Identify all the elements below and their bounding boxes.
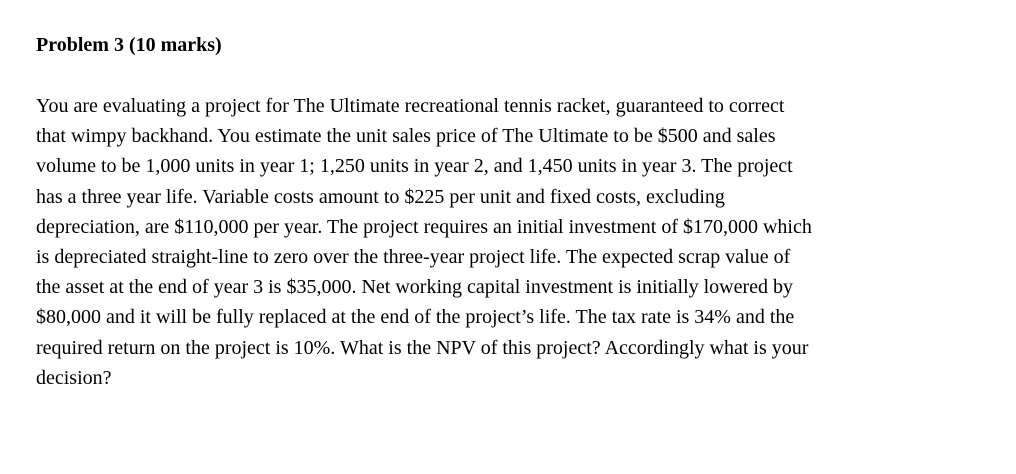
problem-line: that wimpy backhand. You estimate the unit sales price of The Ultimate to be $500 and sales [36, 125, 776, 148]
problem-line: required return on the project is 10%. What is the NPV of this project? Accordingly what is your [36, 336, 809, 359]
problem-title: Problem 3 (10 marks) [36, 34, 222, 56]
problem-line: has a three year life. Variable costs amount to $225 per unit and fixed costs, excluding [36, 185, 725, 208]
problem-line: $80,000 and it will be fully replaced at the end of the project’s life. The tax rate is 34% and the [36, 306, 795, 329]
problem-line: You are evaluating a project for The Ultimate recreational tennis racket, guaranteed to correct [36, 95, 785, 117]
problem-line: volume to be 1,000 units in year 1; 1,250 units in year 2, and 1,450 units in year 3. The project [36, 155, 793, 178]
problem-line: decision? [36, 366, 112, 389]
problem-statement [36, 91, 936, 393]
problem-line: the asset at the end of year 3 is $35,000. Net working capital investment is initially lowered by [36, 276, 794, 299]
problem-line: is depreciated straight-line to zero over the three-year project life. The expected scrap value of [36, 246, 791, 269]
problem-line: depreciation, are $110,000 per year. The project requires an initial investment of $170,000 which [36, 215, 812, 238]
